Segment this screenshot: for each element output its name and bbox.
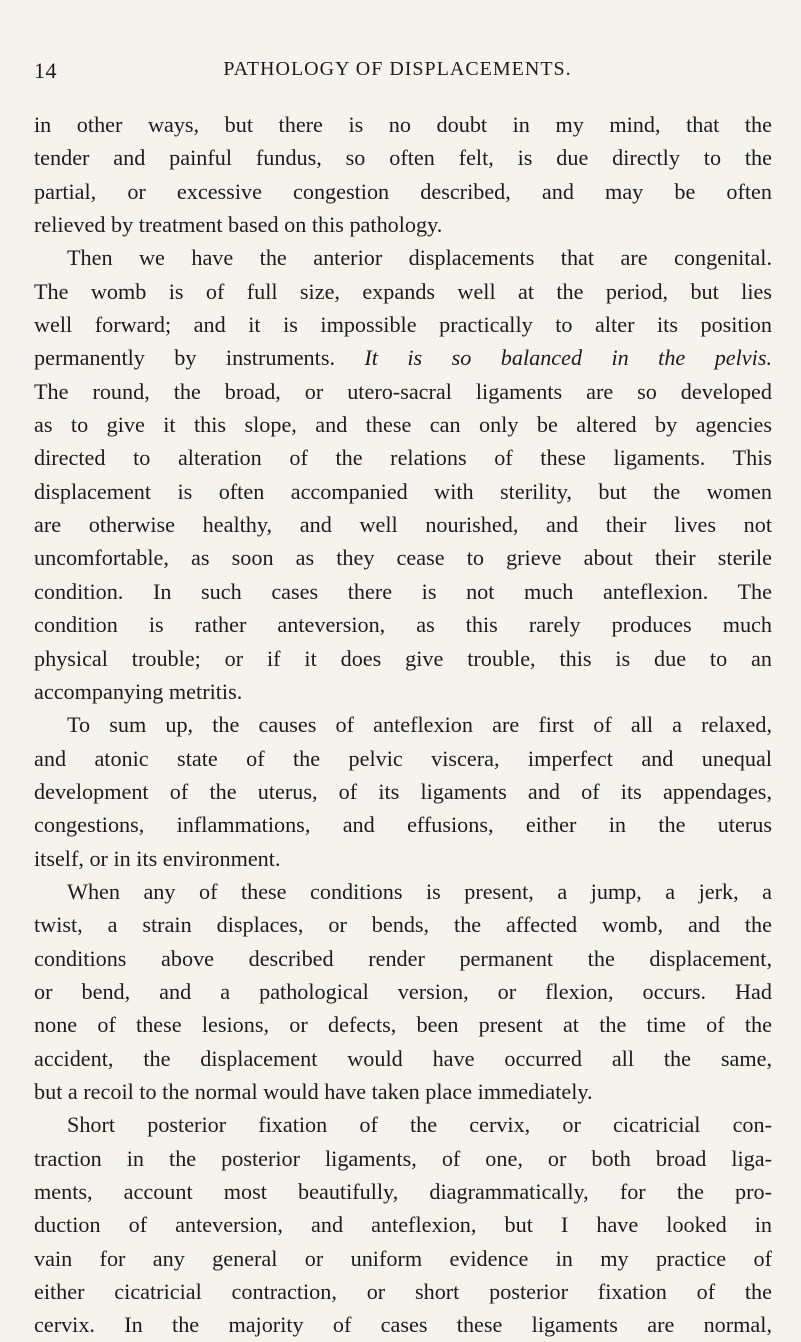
- text-line: [34, 175, 772, 208]
- text-line-content: development of the uterus, of its ligaments and of its appendages,: [34, 778, 772, 804]
- text-line: [34, 1075, 772, 1108]
- text-line: [34, 775, 772, 808]
- text-line: [34, 508, 772, 541]
- text-line: [34, 1008, 772, 1041]
- text-line-content: relieved by treatment based on this pathology.: [34, 212, 443, 238]
- text-line-content: condition. In such cases there is not much anteflexion. The: [34, 578, 772, 604]
- text-line-content: The round, the broad, or utero-sacral ligaments are so developed: [34, 378, 772, 404]
- italic-emphasis: It is so balanced in the pelvis.: [364, 345, 772, 371]
- text-line-content: displacement is often accompanied with sterility, but the women: [34, 478, 772, 504]
- running-title: PATHOLOGY OF DISPLACEMENTS.: [223, 58, 572, 80]
- text-line: [34, 341, 772, 374]
- text-line-content: accompanying metritis.: [34, 678, 243, 704]
- text-line: [34, 842, 772, 875]
- text-line-content: are otherwise healthy, and well nourished, and their lives not: [34, 512, 772, 538]
- text-line-content: either cicatricial contraction, or short posterior fixation of the: [34, 1279, 772, 1305]
- text-line-content: tender and painful fundus, so often felt, is due directly to the: [34, 145, 772, 171]
- running-head: [34, 58, 761, 88]
- text-line-content: The womb is of full size, expands well at the period, but lies: [34, 278, 772, 304]
- text-line: [34, 541, 772, 574]
- text-line: [34, 1175, 772, 1208]
- text-line: [34, 908, 772, 941]
- text-line: [34, 1275, 772, 1308]
- text-line: [34, 808, 772, 841]
- text-line: [34, 208, 772, 241]
- text-line: [34, 375, 772, 408]
- text-line-content: congestions, inflammations, and effusions, either in the uterus: [34, 812, 772, 838]
- text-line-content: When any of these conditions is present, a jump, a jerk, a: [67, 878, 772, 904]
- text-line-content: none of these lesions, or defects, been present at the time of the: [34, 1012, 772, 1038]
- text-line: [34, 675, 772, 708]
- text-line-content: as to give it this slope, and these can only be altered by agencies: [34, 412, 772, 438]
- text-line: [34, 975, 772, 1008]
- text-line: [34, 875, 772, 908]
- text-line: [34, 1142, 772, 1175]
- text-line: [34, 742, 772, 775]
- text-line: [34, 1308, 772, 1341]
- text-line-content: directed to alteration of the relations of these ligaments. This: [34, 445, 772, 471]
- text-line: [34, 108, 772, 141]
- text-line-content: vain for any general or uniform evidence in my practice of: [34, 1245, 772, 1271]
- text-line: [34, 275, 772, 308]
- text-line-content: partial, or excessive congestion described, and may be often: [34, 178, 772, 204]
- text-line-content: Short posterior fixation of the cervix, or cicatricial con-: [67, 1112, 772, 1138]
- text-line-content: but a recoil to the normal would have taken place immediately.: [34, 1078, 593, 1104]
- body-text: [34, 108, 772, 1342]
- text-line-content: in other ways, but there is no doubt in my mind, that the: [34, 112, 772, 137]
- text-line-content: duction of anteversion, and anteflexion, but I have looked in: [34, 1212, 772, 1238]
- text-line-content: cervix. In the majority of cases these ligaments are normal,: [34, 1312, 772, 1338]
- text-line-content: conditions above described render permanent the displacement,: [34, 945, 772, 971]
- text-line-content: ments, account most beautifully, diagrammatically, for the pro-: [34, 1179, 772, 1204]
- text-line: [34, 408, 772, 441]
- text-line: [34, 575, 772, 608]
- text-line-content: itself, or in its environment.: [34, 845, 281, 871]
- text-line-content: permanently by instruments.: [34, 345, 335, 371]
- text-line-content: twist, a strain displaces, or bends, the affected womb, and the: [34, 912, 772, 938]
- text-line-content: and atonic state of the pelvic viscera, imperfect and unequal: [34, 745, 772, 771]
- text-line: [34, 708, 772, 741]
- text-line: [34, 308, 772, 341]
- text-line-content: Then we have the anterior displacements that are congenital.: [67, 245, 772, 271]
- text-line: [34, 241, 772, 274]
- text-line: [34, 141, 772, 174]
- text-line-content: accident, the displacement would have occurred all the same,: [34, 1045, 772, 1071]
- text-line: [34, 1242, 772, 1275]
- text-line-content: traction in the posterior ligaments, of one, or both broad liga-: [34, 1145, 772, 1171]
- text-line-content: uncomfortable, as soon as they cease to grieve about their sterile: [34, 545, 772, 571]
- text-line: [34, 642, 772, 675]
- text-line: [34, 1208, 772, 1241]
- text-line-content: or bend, and a pathological version, or flexion, occurs. Had: [34, 978, 772, 1004]
- text-line: [34, 1108, 772, 1141]
- text-line-content: To sum up, the causes of anteflexion are first of all a relaxed,: [67, 712, 772, 738]
- text-line: [34, 475, 772, 508]
- text-line: [34, 1042, 772, 1075]
- text-line-content: condition is rather anteversion, as this rarely produces much: [34, 612, 772, 638]
- text-line: [34, 942, 772, 975]
- text-line-content: physical trouble; or if it does give trouble, this is due to an: [34, 645, 772, 671]
- text-line-content: well forward; and it is impossible practically to alter its position: [34, 312, 772, 338]
- page-number: 14: [34, 58, 57, 83]
- text-line: [34, 608, 772, 641]
- text-line: [34, 441, 772, 474]
